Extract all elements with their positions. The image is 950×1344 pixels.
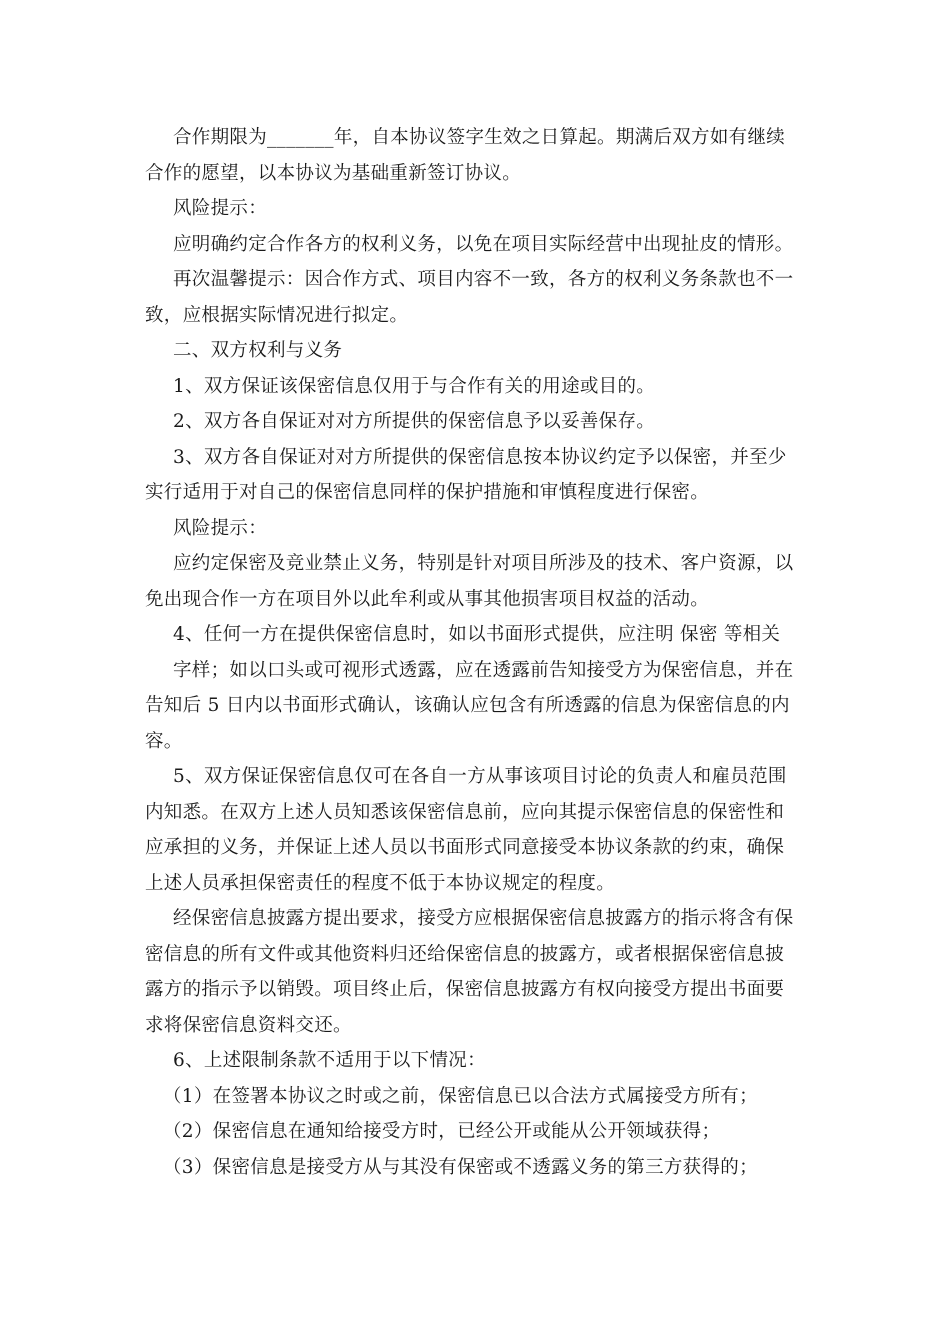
clause-6: [145, 1043, 810, 1079]
paragraph-risk-rights: [145, 227, 810, 263]
exception-2: [145, 1114, 810, 1150]
exception-1: [145, 1079, 810, 1115]
text-line: 合作的愿望，以本协议为基础重新签订协议。: [145, 162, 522, 184]
text-line: 合作期限为_______年，自本协议签字生效之日算起。期满后双方如有继续: [173, 127, 786, 148]
document-body: [145, 120, 810, 1185]
text-line: （1）在签署本协议之时或之前，保密信息已以合法方式属接受方所有；: [163, 1085, 758, 1107]
text-line: 1、双方保证该保密信息仅用于与合作有关的用途或目的。: [173, 375, 656, 397]
text-line: 应明确约定合作各方的权利义务，以免在项目实际经营中出现扯皮的情形。: [173, 233, 794, 255]
text-line: 应承担的义务，并保证上述人员以书面形式同意接受本协议条款的约束，确保: [145, 837, 785, 858]
text-line: （3）保密信息是接受方从与其没有保密或不透露义务的第三方获得的；: [163, 1156, 758, 1178]
text-line: 容。: [145, 730, 183, 752]
text-line: 5、双方保证保密信息仅可在各自一方从事该项目讨论的负责人和雇员范围: [173, 766, 787, 787]
clause-1: [145, 369, 810, 405]
paragraph-return-info: [145, 901, 810, 1043]
clause-4: [145, 617, 810, 759]
text-line: 风险提示：: [173, 198, 268, 219]
text-line: 2、双方各自保证对对方所提供的保密信息予以妥善保存。: [173, 411, 656, 432]
text-line: （2）保密信息在通知给接受方时，已经公开或能从公开领域获得；: [163, 1121, 721, 1142]
text-line: 免出现合作一方在项目外以此牟利或从事其他损害项目权益的活动。: [145, 588, 710, 610]
paragraph-risk-heading: [145, 191, 810, 227]
text-line: 3、双方各自保证对对方所提供的保密信息按本协议约定予以保密，并至少: [173, 446, 787, 468]
text-line: 露方的指示予以销毁。项目终止后，保密信息披露方有权向接受方提出书面要: [145, 979, 785, 1000]
text-line: 再次温馨提示：因合作方式、项目内容不一致，各方的权利义务条款也不一: [173, 269, 794, 290]
exception-3: [145, 1150, 810, 1186]
text-line: 字样；如以口头或可视形式透露，应在透露前告知接受方为保密信息，并在: [173, 659, 794, 681]
paragraph-risk-heading-2: [145, 511, 810, 547]
text-line: 实行适用于对自己的保密信息同样的保护措施和审慎程度进行保密。: [145, 482, 710, 503]
text-line: 风险提示：: [173, 517, 268, 539]
section-heading-rights-obligations: [145, 333, 810, 369]
paragraph-risk-confidentiality: [145, 546, 810, 617]
text-line: 二、双方权利与义务: [173, 340, 343, 361]
paragraph-reminder: [145, 262, 810, 333]
text-line: 内知悉。在双方上述人员知悉该保密信息前，应向其提示保密信息的保密性和: [145, 801, 785, 823]
text-line: 密信息的所有文件或其他资料归还给保密信息的披露方，或者根据保密信息披: [145, 943, 785, 965]
text-line: 致，应根据实际情况进行拟定。: [145, 304, 409, 326]
text-line: 经保密信息披露方提出要求，接受方应根据保密信息披露方的指示将含有保: [173, 908, 794, 929]
clause-3: [145, 440, 810, 511]
text-line: 告知后 5 日内以书面形式确认，该确认应包含有所透露的信息为保密信息的内: [145, 695, 790, 716]
clause-5: [145, 759, 810, 901]
clause-2: [145, 404, 810, 440]
text-line: 应约定保密及竞业禁止义务，特别是针对项目所涉及的技术、客户资源，以: [173, 553, 794, 574]
text-line: 上述人员承担保密责任的程度不低于本协议规定的程度。: [145, 872, 616, 894]
text-line: 求将保密信息资料交还。: [145, 1014, 352, 1036]
text-line: 4、任何一方在提供保密信息时，如以书面形式提供，应注明 保密 等相关: [173, 624, 781, 645]
text-line: 6、上述限制条款不适用于以下情况：: [173, 1050, 486, 1071]
paragraph-cooperation-term: [145, 120, 810, 191]
